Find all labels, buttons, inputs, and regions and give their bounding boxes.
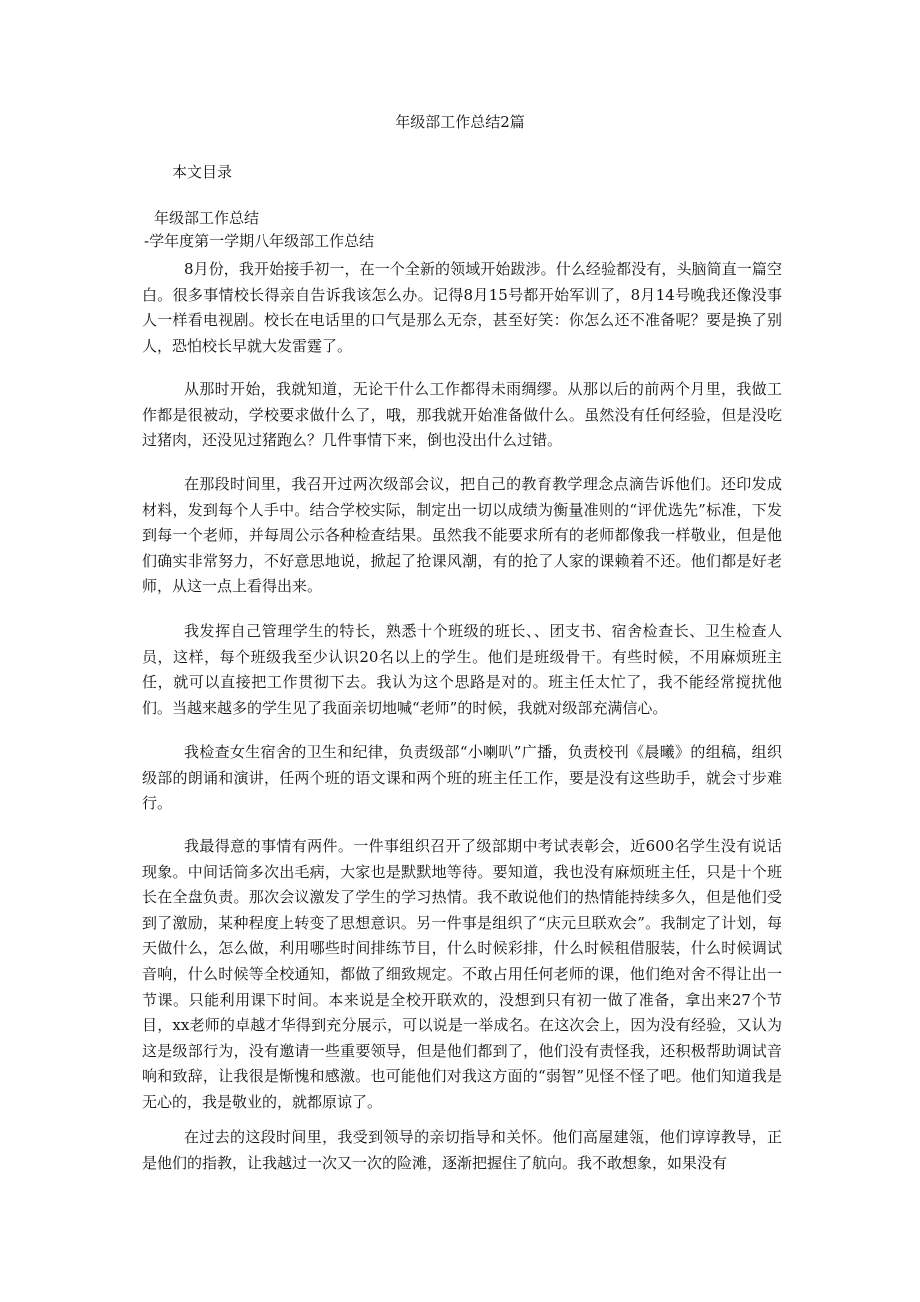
paragraph: 从那时开始，我就知道，无论干什么工作都得未雨绸缪。从那以后的前两个月里，我做工作都是很被动，学校要求做什么了，哦，那我就开始准备做什么。虽然没有任何经验，但是没吃过猪肉，还没见过猪跑么？几件事情下来，倒也没出什么过错。	[142, 380, 782, 450]
paragraph: 8月份，我开始接手初一，在一个全新的领域开始跋涉。什么经验都没有，头脑简直一篇空白。很多事情校长得亲自告诉我该怎么办。记得8月15号都开始军训了，8月14号晚我还像没事人一样看电视剧。校长在电话里的口气是那么无奈，甚至好笑：你怎么还不准备呢？要是换了别人，恐怕校长早就大发雷霆了。	[142, 260, 782, 355]
paragraph: 我发挥自己管理学生的特长，熟悉十个班级的班长、、团支书、宿舍检查长、卫生检查人员，这样，每个班级我至少认识20名以上的学生。他们是班级骨干。有些时候，不用麻烦班主任，就可以直接把工作贯彻下去。我认为这个思路是对的。班主任太忙了，我不能经常搅扰他们。当越来越多的学生见了我面亲切地喊“老师”的时候，我就对级部充满信心。	[142, 622, 782, 717]
paragraph: 我检查女生宿舍的卫生和纪律，负责级部“小喇叭”广播，负责校刊《晨曦》的组稿，组织级部的朗诵和演讲，任两个班的语文课和两个班的班主任工作，要是没有这些助手，就会寸步难行。	[142, 743, 782, 813]
paragraph: 在过去的这段时间里，我受到领导的亲切指导和关怀。他们高屋建瓴，他们谆谆教导，正是他们的指教，让我越过一次又一次的险滩，逐渐把握住了航向。我不敢想象，如果没有	[142, 1128, 782, 1172]
paragraph: 在那段时间里，我召开过两次级部会议，把自己的教育教学理念点滴告诉他们。还印发成材料，发到每个人手中。结合学校实际，制定出一切以成绩为衡量准则的“评优选先”标准，下发到每一个老师，并每周公示各种检查结果。虽然我不能要求所有的老师都像我一样敬业，但是他们确实非常努力，不好意思地说，掀起了抢课风潮，有的抢了人家的课赖着不还。他们都是好老师，从这一点上看得出来。	[142, 475, 782, 596]
document-title: 年级部工作总结2篇	[395, 113, 525, 131]
toc-item[interactable]: 年级部工作总结	[154, 209, 260, 227]
toc-list	[144, 207, 375, 253]
toc-item[interactable]: -学年度第一学期八年级部工作总结	[144, 232, 375, 250]
paragraph: 我最得意的事情有两件。一件事组织召开了级部期中考试表彰会，近600名学生没有说话现象。中间话筒多次出毛病，大家也是默默地等待。要知道，我也没有麻烦班主任，只是十个班长在全盘负责。那次会议激发了学生的学习热情。我不敢说他们的热情能持续多久，但是他们受到了激励，某种程度上转变了思想意识。另一件事是组织了“庆元旦联欢会”。我制定了计划，每天做什么，怎么做，利用哪些时间排练节目，什么时候彩排，什么时候租借服装，什么时候调试音响，什么时候等全校通知，都做了细致规定。不敢占用任何老师的课，他们绝对舍不得让出一节课。只能利用课下时间。本来说是全校开联欢的，没想到只有初一做了准备，拿出来27个节目，xx老师的卓越才华得到充分展示，可以说是一举成名。在这次会上，因为没有经验，又认为这是级部行为，没有邀请一些重要领导，但是他们都到了，他们没有责怪我，还积极帮助调试音响和致辞，让我很是惭愧和感激。也可能他们对我这方面的“弱智”见怪不怪了吧。他们知道我是无心的，我是敬业的，就都原谅了。	[142, 837, 782, 1111]
toc-heading: 本文目录	[172, 163, 233, 181]
